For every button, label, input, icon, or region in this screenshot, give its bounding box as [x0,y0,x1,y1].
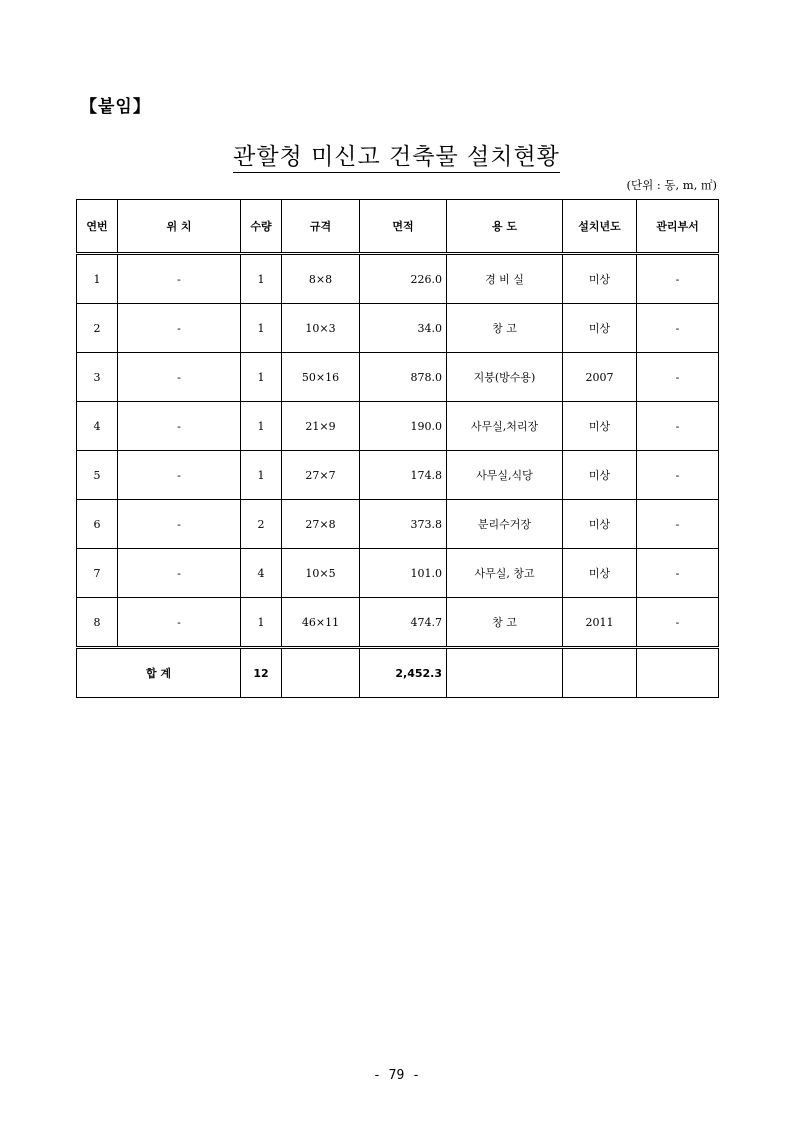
row-location: - [118,500,241,549]
table-row [77,451,719,500]
row-year: 2007 [563,353,637,402]
document-title-wrapper [0,138,793,171]
row-year: 미상 [563,402,637,451]
document-title: 관할청 미신고 건축물 설치현황 [233,144,560,173]
row-year: 미상 [563,451,637,500]
row-size: 27×8 [282,500,360,549]
unit-note: (단위 : 동, m, ㎡) [626,178,717,192]
row-use: 사무실, 창고 [447,549,563,598]
header-location: 위 치 [118,200,241,254]
row-qty: 1 [241,254,282,304]
header-dept: 관리부서 [637,200,719,254]
row-qty: 1 [241,451,282,500]
row-no: 6 [77,500,118,549]
table-row [77,549,719,598]
row-area: 878.0 [360,353,447,402]
table-row [77,598,719,648]
total-year [563,648,637,698]
table-row [77,500,719,549]
row-qty: 1 [241,304,282,353]
row-no: 5 [77,451,118,500]
annex-label: 【붙임】 [80,97,151,117]
row-year: 미상 [563,500,637,549]
row-use: 경 비 실 [447,254,563,304]
row-size: 21×9 [282,402,360,451]
table-row [77,304,719,353]
building-status-table [76,199,719,698]
table-row [77,254,719,304]
total-size [282,648,360,698]
row-area: 190.0 [360,402,447,451]
total-dept [637,648,719,698]
row-location: - [118,598,241,648]
row-size: 27×7 [282,451,360,500]
row-dept: - [637,451,719,500]
row-size: 10×3 [282,304,360,353]
total-area: 2,452.3 [360,648,447,698]
row-dept: - [637,402,719,451]
row-size: 50×16 [282,353,360,402]
header-year: 설치년도 [563,200,637,254]
row-dept: - [637,304,719,353]
header-use: 용 도 [447,200,563,254]
row-no: 4 [77,402,118,451]
row-qty: 1 [241,598,282,648]
row-dept: - [637,500,719,549]
row-area: 174.8 [360,451,447,500]
table-row [77,402,719,451]
page-number: - 79 - [373,1068,420,1083]
row-location: - [118,304,241,353]
header-qty: 수량 [241,200,282,254]
row-use: 사무실,식당 [447,451,563,500]
row-year: 2011 [563,598,637,648]
row-size: 46×11 [282,598,360,648]
row-year: 미상 [563,549,637,598]
total-qty: 12 [241,648,282,698]
row-use: 사무실,처리장 [447,402,563,451]
table-total-row [77,648,719,698]
row-area: 474.7 [360,598,447,648]
header-no: 연번 [77,200,118,254]
row-area: 226.0 [360,254,447,304]
row-size: 8×8 [282,254,360,304]
row-location: - [118,353,241,402]
row-no: 7 [77,549,118,598]
row-dept: - [637,549,719,598]
row-year: 미상 [563,304,637,353]
row-area: 373.8 [360,500,447,549]
table-header-row [77,200,719,254]
row-no: 3 [77,353,118,402]
row-qty: 1 [241,402,282,451]
row-use: 창 고 [447,598,563,648]
header-size: 규격 [282,200,360,254]
row-no: 2 [77,304,118,353]
row-area: 34.0 [360,304,447,353]
row-dept: - [637,598,719,648]
row-use: 지붕(방수용) [447,353,563,402]
row-area: 101.0 [360,549,447,598]
row-no: 1 [77,254,118,304]
row-use: 창 고 [447,304,563,353]
row-size: 10×5 [282,549,360,598]
row-dept: - [637,353,719,402]
row-location: - [118,451,241,500]
row-qty: 2 [241,500,282,549]
row-no: 8 [77,598,118,648]
row-location: - [118,402,241,451]
row-location: - [118,254,241,304]
row-dept: - [637,254,719,304]
total-use [447,648,563,698]
header-area: 면적 [360,200,447,254]
total-label: 합 계 [77,648,241,698]
row-use: 분리수거장 [447,500,563,549]
row-location: - [118,549,241,598]
row-qty: 4 [241,549,282,598]
row-qty: 1 [241,353,282,402]
row-year: 미상 [563,254,637,304]
table-row [77,353,719,402]
